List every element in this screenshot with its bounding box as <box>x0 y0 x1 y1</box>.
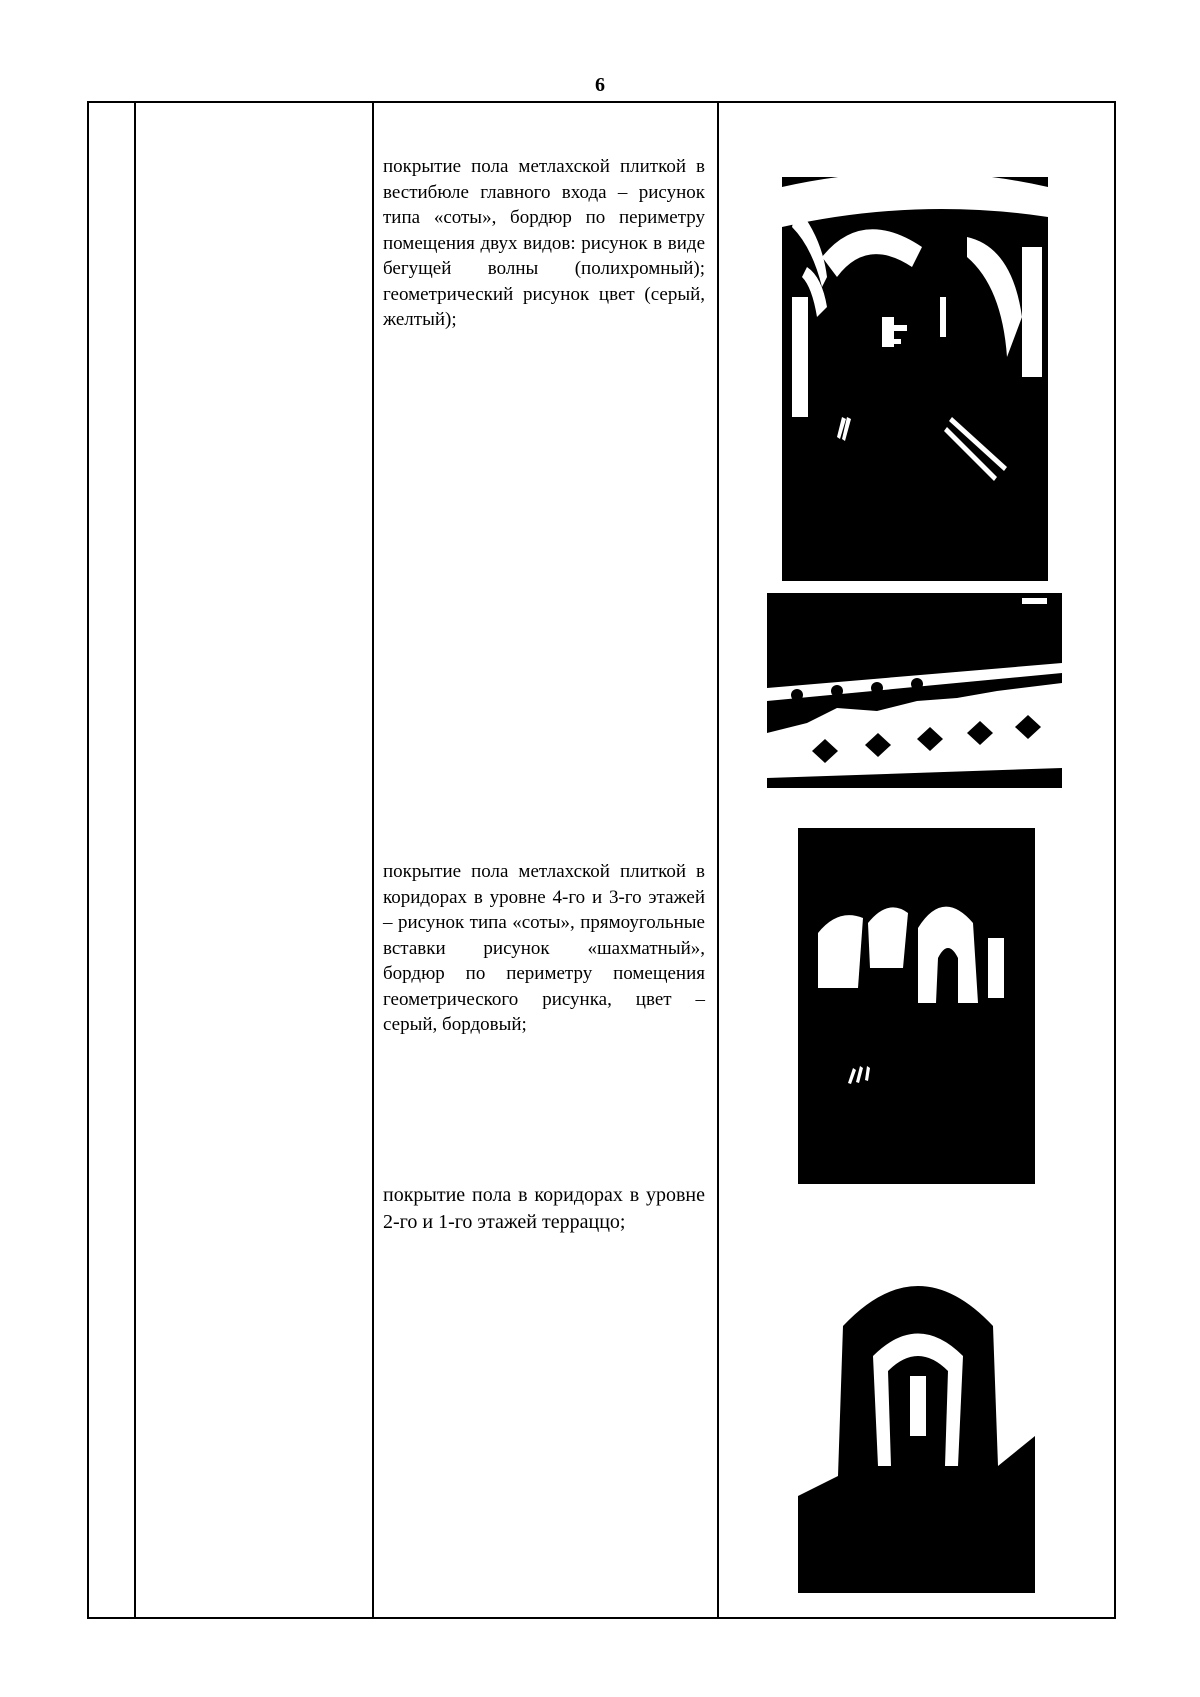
row-1-description: покрытие пола метлахской плиткой в вестибюле главного входа – рисунок типа «соты», бордюр по периметру помещения двух видов: рисунок в виде бегущей волны (полихромный); геометрический рисунок цвет (серый, желтый); <box>383 156 705 330</box>
row-3-description: покрытие пола в коридорах в уровне 2-го и 1-го этажей терраццо; <box>383 1184 705 1233</box>
corridor-floors-2-1-photo <box>798 1236 1035 1593</box>
floor-border-tile-photo <box>767 593 1062 788</box>
page-number: 6 <box>595 74 605 96</box>
column-divider <box>372 103 374 1617</box>
row-2-description: покрытие пола метлахской плиткой в коридорах в уровне 4-го и 3-го этажей – рисунок типа «соты», прямоугольные вставки рисунок «шахматный», бордюр по периметру помещения геометрического рисунка, цвет – серый, бордовый; <box>383 861 705 1035</box>
corridor-floors-4-3-photo <box>798 828 1035 1184</box>
vestibule-corridor-photo <box>782 177 1048 581</box>
column-divider <box>717 103 719 1617</box>
column-divider <box>134 103 136 1617</box>
